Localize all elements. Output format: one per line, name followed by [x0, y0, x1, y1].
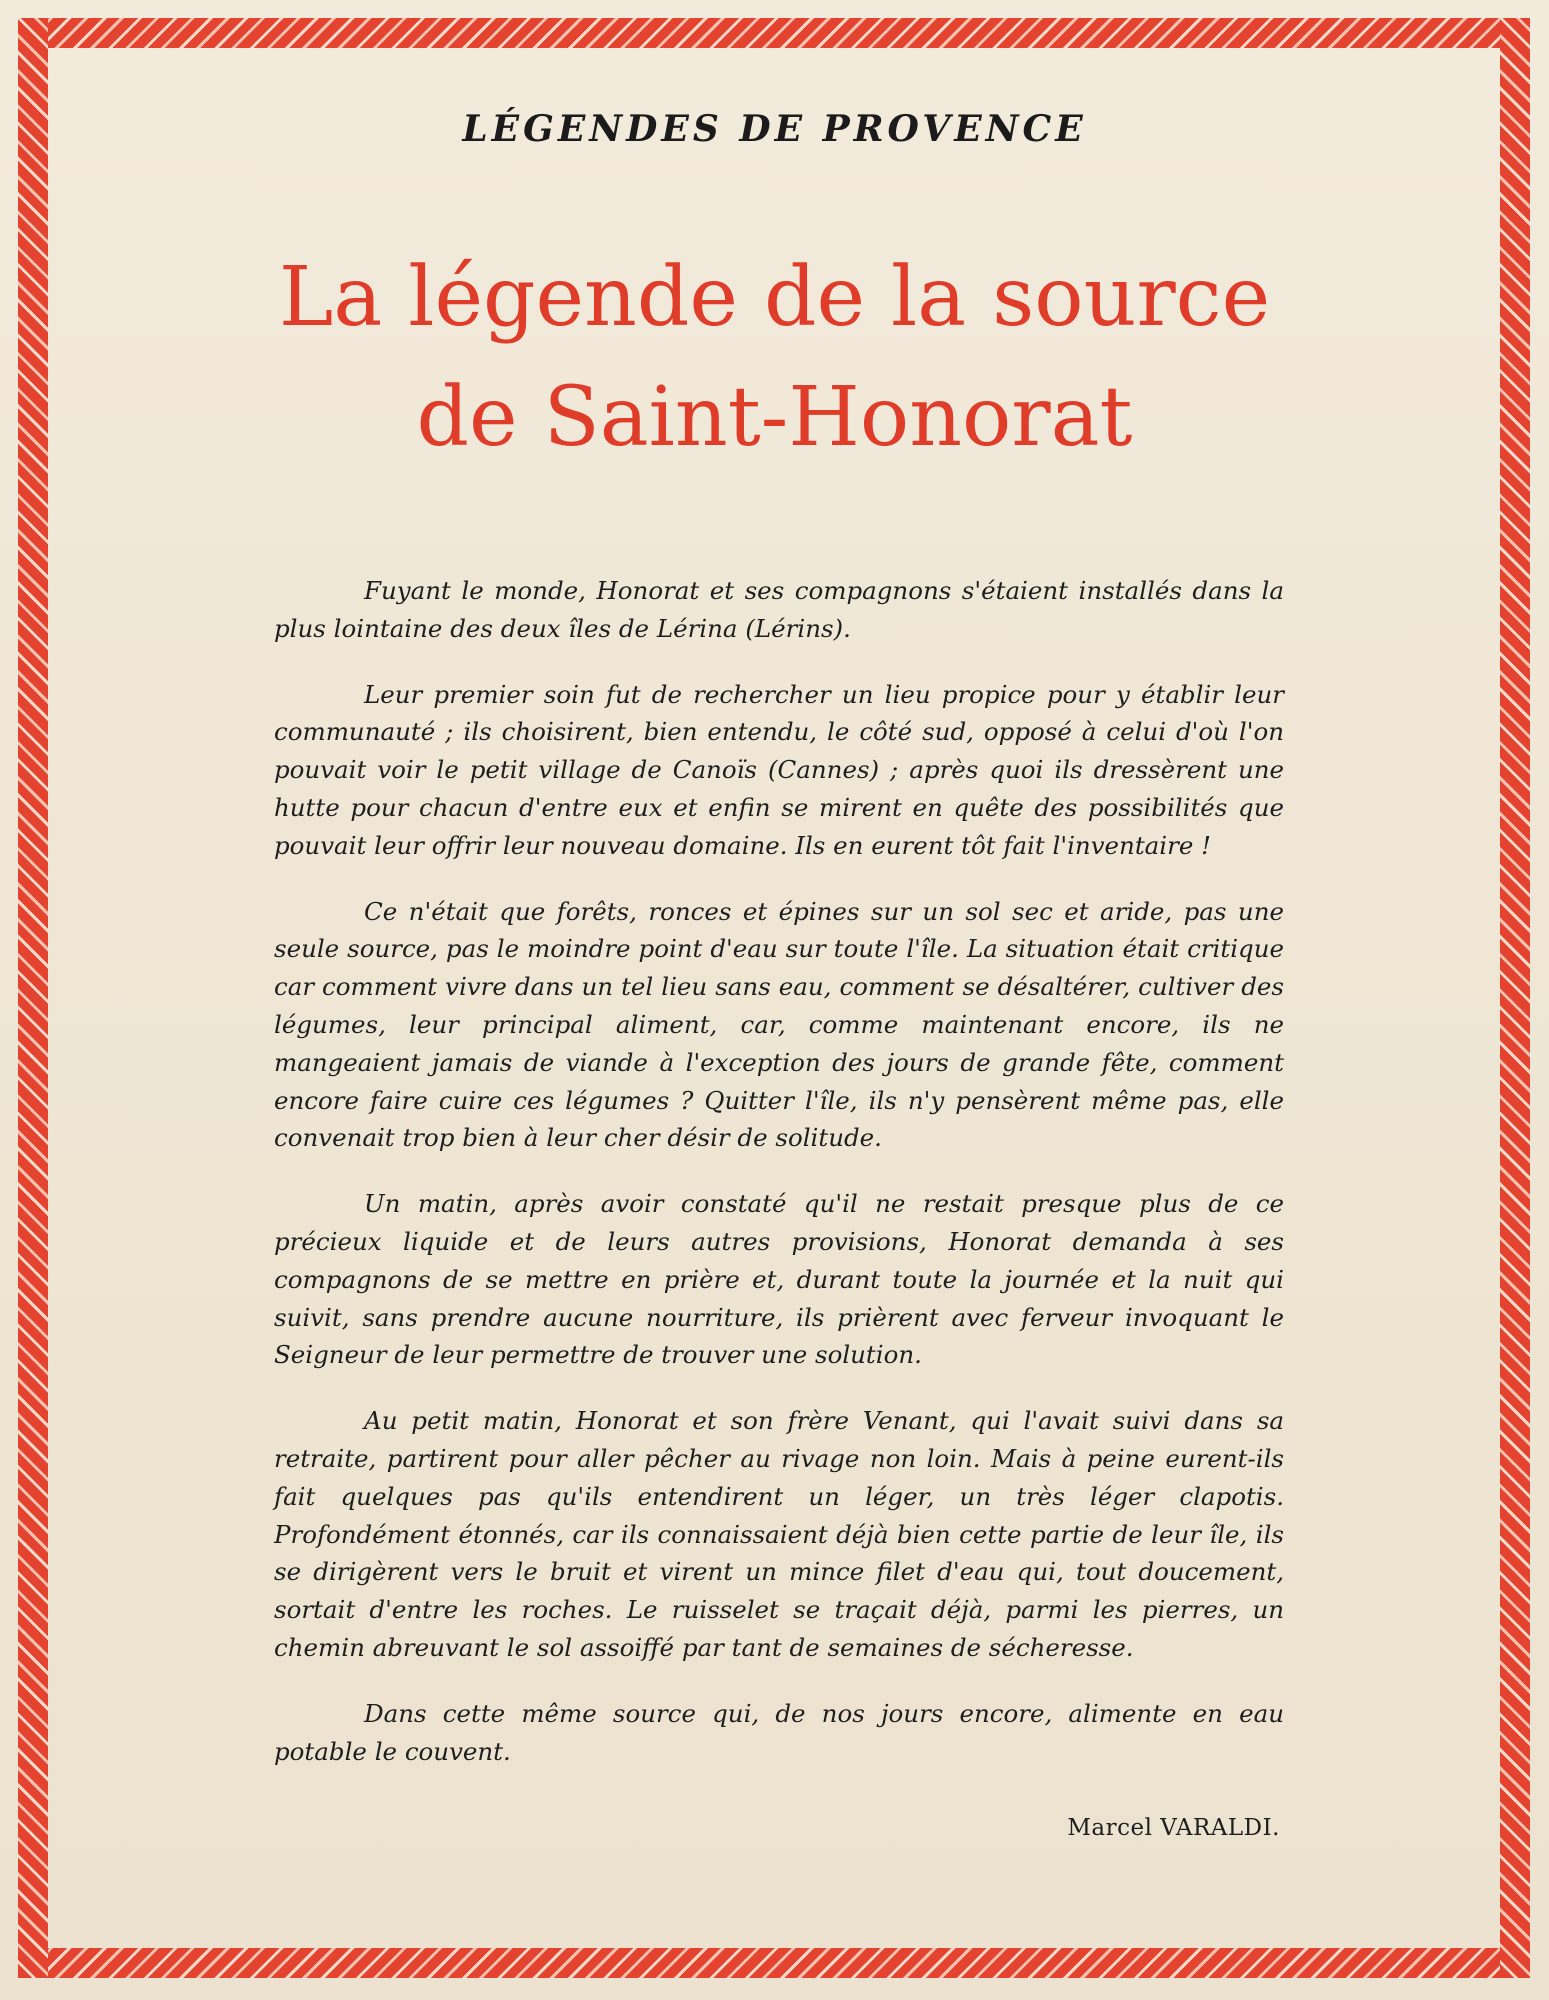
- paragraph: Dans cette même source qui, de nos jours encore, alimente en eau potable le couvent.: [274, 1698, 1284, 1766]
- article-body: [274, 572, 1284, 1798]
- paragraph: Leur premier soin fut de rechercher un lieu propice pour y établir leur communauté ; ils choisirent, bien entendu, le côté sud, opposé à celui d'où l'on pouvait voir le petit village de Canoïs (Cannes) ; après quoi ils dressèrent une hutte pour chacun d'entre eux et enfin se mirent en quête des possibilités que pouvait leur offrir leur nouveau domaine. Ils en eurent tôt fait l'inventaire !: [274, 679, 1284, 860]
- red-border-top: [18, 18, 1530, 48]
- paragraph: Fuyant le monde, Honorat et ses compagnons s'étaient installés dans la plus lointaine des deux îles de Lérina (Lérins).: [274, 576, 1284, 643]
- author-signature: Marcel VARALDI.: [1067, 1815, 1280, 1841]
- paragraph: Au petit matin, Honorat et son frère Venant, qui l'avait suivi dans sa retraite, partirent pour aller pêcher au rivage non loin. Mais à peine eurent-ils fait quelques pas qu'ils entendirent un léger, un très léger clapotis. Profondément étonnés, car ils connaissaient déjà bien cette partie de leur île, ils se dirigèrent vers le bruit et virent un mince filet d'eau qui, tout doucement, sortait d'entre les roches. Le ruisselet se traçait déjà, parmi les pierres, un chemin abreuvant le sol assoiffé par tant de semaines de sécheresse.: [274, 1406, 1284, 1662]
- title-line-1: La légende de la source: [278, 250, 1271, 345]
- paragraph: Un matin, après avoir constaté qu'il ne restait presque plus de ce précieux liquide et de leurs autres provisions, Honorat demanda à ses compagnons de se mettre en prière et, durant toute la journée et la nuit qui suivit, sans prendre aucune nourriture, ils prièrent avec ferveur invoquant le Seigneur de leur permettre de trouver une solution.: [274, 1189, 1284, 1370]
- paragraph: Ce n'était que forêts, ronces et épines sur un sol sec et aride, pas une seule source, pas le moindre point d'eau sur toute l'île. La situation était critique car comment vivre dans un tel lieu sans eau, comment se désaltérer, cultiver des légumes, leur principal aliment, car, comme maintenant encore, ils ne mangeaient jamais de viande à l'exception des jours de grande fête, comment encore faire cuire ces légumes ? Quitter l'île, ils n'y pensèrent même pas, elle convenait trop bien à leur cher désir de solitude.: [274, 896, 1284, 1153]
- red-border-right: [1500, 18, 1530, 1978]
- article-title: [80, 238, 1469, 478]
- title-line-2: de Saint-Honorat: [416, 370, 1133, 465]
- section-kicker: LÉGENDES DE PROVENCE: [462, 108, 1087, 150]
- red-border-left: [18, 18, 48, 1978]
- red-border-bottom: [18, 1948, 1530, 1978]
